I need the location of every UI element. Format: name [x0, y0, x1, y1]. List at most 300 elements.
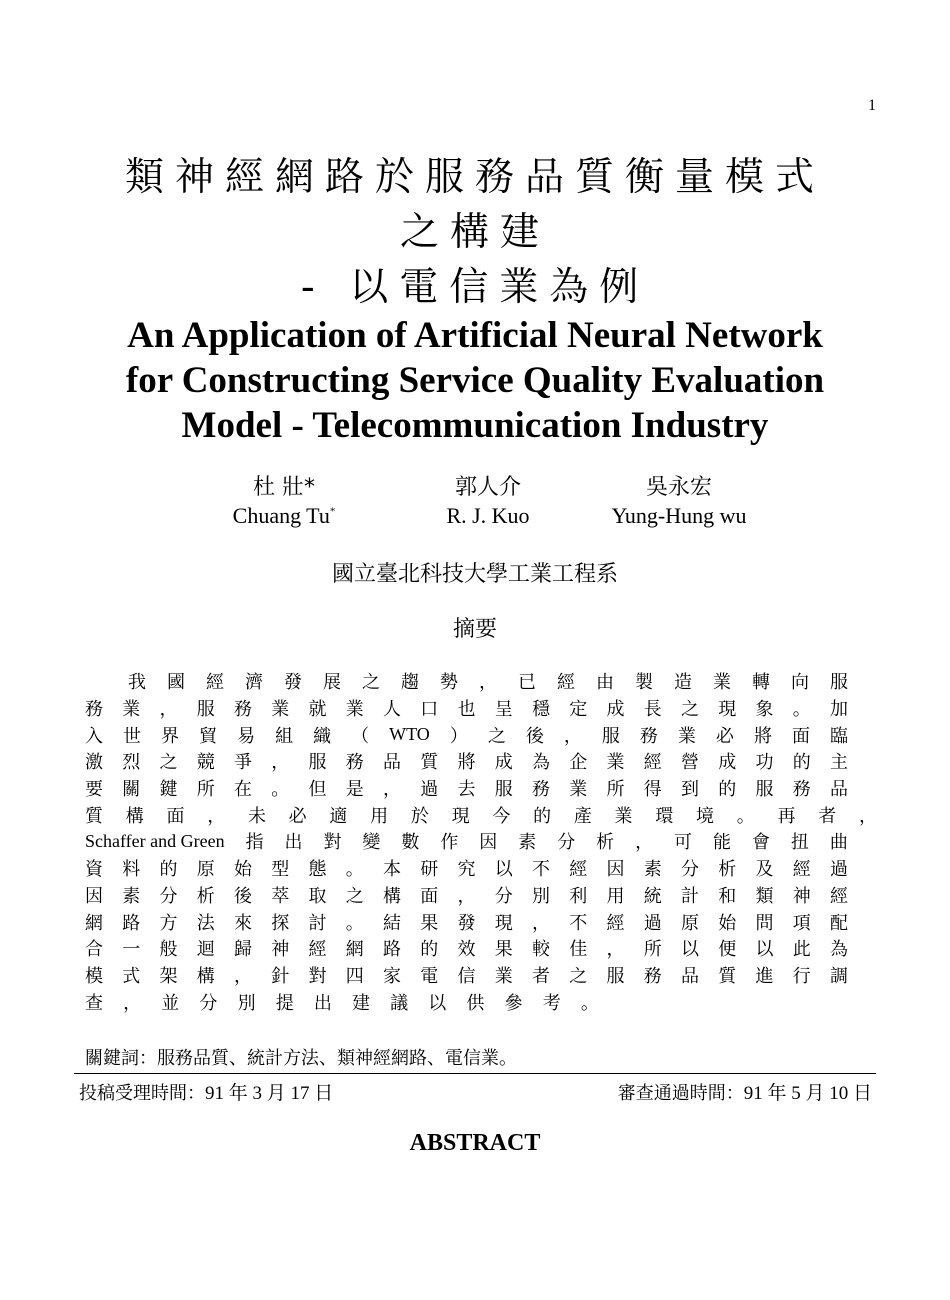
abstract-char: 再 [777, 805, 796, 827]
abstract-char: 迴 [196, 939, 215, 961]
abstract-char: 析 [196, 885, 215, 907]
abstract-char: 參 [504, 992, 523, 1014]
abstract-char: 口 [420, 699, 439, 721]
abstract-char: 成 [718, 752, 737, 774]
abstract-char: 始 [718, 912, 737, 934]
abstract-char: 由 [596, 672, 614, 694]
chinese-title-line-1: 類神經網路於服務品質衡量模式 [124, 155, 825, 200]
abstract-char: 用 [606, 885, 625, 907]
abstract-char: 服 [830, 672, 848, 694]
abstract-char: 品 [830, 779, 848, 801]
abstract-char: 並 [161, 992, 180, 1014]
abstract-char: 的 [718, 779, 737, 801]
abstract-char: 計 [681, 885, 699, 907]
abstract-char: 現 [451, 805, 470, 827]
abstract-line [85, 748, 848, 775]
abstract-char: 將 [753, 725, 772, 747]
abstract-char: ） [449, 725, 468, 747]
abstract-char: 配 [830, 912, 848, 934]
author-1 [184, 474, 384, 530]
abstract-char: 過 [643, 912, 662, 934]
abstract-char: 研 [420, 859, 439, 881]
abstract-char: 者 [818, 805, 837, 827]
abstract-char: 因 [85, 885, 103, 907]
abstract-char: 爭 [234, 752, 252, 774]
abstract-char: ， [635, 832, 654, 854]
abstract-char: 信 [457, 965, 476, 987]
abstract-char: 網 [85, 912, 103, 934]
abstract-char: 所 [643, 939, 662, 961]
author-2-name-zh: 郭人介 [454, 475, 521, 500]
abstract-heading-chinese: 摘要 [452, 617, 497, 642]
abstract-char: 發 [457, 912, 476, 934]
abstract-char: 果 [494, 939, 513, 961]
abstract-char: 得 [643, 779, 662, 801]
abstract-char: 。 [345, 859, 364, 881]
author-3 [579, 474, 779, 530]
abstract-char: 定 [569, 699, 588, 721]
abstract-char: WTO [389, 724, 430, 745]
abstract-char: 構 [125, 805, 144, 827]
abstract-char: 查 [85, 992, 103, 1014]
abstract-char: 織 [313, 725, 332, 747]
abstract-char: 品 [383, 752, 401, 774]
abstract-char: ， [271, 752, 290, 774]
abstract-char: 造 [674, 672, 692, 694]
abstract-char: 務 [345, 752, 364, 774]
abstract-char: 取 [308, 885, 327, 907]
author-list [0, 474, 950, 534]
abstract-char: 易 [237, 725, 256, 747]
abstract-char: 向 [791, 672, 809, 694]
abstract-char: 便 [718, 939, 737, 961]
received-date-value: 91 年 3 月 17 日 [205, 1083, 334, 1104]
abstract-char: 的 [159, 859, 178, 881]
chinese-title [80, 150, 870, 315]
abstract-char: 建 [351, 992, 370, 1014]
abstract-char: 過 [830, 859, 848, 881]
corresponding-author-mark: * [329, 505, 336, 518]
abstract-char: 服 [601, 725, 620, 747]
abstract-char: 。 [580, 992, 599, 1014]
abstract-char: 業 [345, 699, 364, 721]
abstract-char: 曲 [829, 832, 848, 854]
abstract-char: ， [383, 779, 401, 801]
abstract-char: 服 [755, 779, 774, 801]
abstract-char: 成 [606, 699, 625, 721]
abstract-char: 出 [313, 992, 332, 1014]
abstract-char: 之 [569, 965, 588, 987]
abstract-char: 未 [247, 805, 266, 827]
abstract-char: 以 [494, 859, 513, 881]
abstract-char: ， [457, 885, 476, 907]
abstract-line [85, 775, 848, 802]
abstract-char: 所 [606, 779, 625, 801]
abstract-char: 業 [122, 699, 141, 721]
abstract-char: 會 [751, 832, 770, 854]
abstract-char: 服 [606, 965, 625, 987]
abstract-char: 神 [792, 885, 811, 907]
abstract-char: 到 [681, 779, 699, 801]
abstract-char: 質 [718, 965, 737, 987]
abstract-char: 業 [677, 725, 696, 747]
abstract-char: （ [351, 725, 370, 747]
accepted-date-value: 91 年 5 月 10 日 [743, 1083, 872, 1104]
abstract-line [85, 988, 848, 1015]
abstract-char: 利 [569, 885, 588, 907]
abstract-char: 服 [494, 779, 513, 801]
abstract-char: 業 [606, 752, 625, 774]
abstract-char: 可 [674, 832, 693, 854]
abstract-char: 的 [533, 805, 552, 827]
abstract-char: 及 [755, 859, 774, 881]
abstract-char: 家 [383, 965, 401, 987]
abstract-char: 競 [196, 752, 215, 774]
author-1-name-zh: 杜 壯* [253, 475, 315, 500]
abstract-char: 進 [755, 965, 774, 987]
abstract-char: 用 [370, 805, 389, 827]
abstract-char: 素 [122, 885, 141, 907]
abstract-char: 於 [410, 805, 429, 827]
abstract-char: 對 [323, 832, 342, 854]
abstract-char: 在 [234, 779, 252, 801]
abstract-line [85, 908, 848, 935]
abstract-char: 此 [792, 939, 811, 961]
divider-line [74, 1073, 876, 1074]
abstract-char: 較 [532, 939, 550, 961]
author-3-name-en: Yung-Hung wu [611, 503, 747, 528]
abstract-char: 路 [122, 912, 141, 934]
abstract-char: 業 [271, 699, 290, 721]
abstract-char: 析 [596, 832, 615, 854]
abstract-char: 經 [643, 752, 662, 774]
abstract-char: 濟 [245, 672, 263, 694]
abstract-char: 項 [792, 912, 811, 934]
author-3-name-zh: 吳永宏 [645, 475, 712, 500]
abstract-char: 能 [713, 832, 731, 854]
abstract-char: 經 [569, 859, 588, 881]
received-date [79, 1078, 333, 1105]
abstract-char: 素 [518, 832, 537, 854]
abstract-char: 務 [234, 699, 252, 721]
abstract-line [85, 668, 848, 695]
abstract-char: 作 [440, 832, 459, 854]
abstract-char: 架 [159, 965, 178, 987]
abstract-char: 一 [122, 939, 141, 961]
abstract-char: 不 [532, 859, 550, 881]
abstract-char: 者 [532, 965, 550, 987]
abstract-char: 電 [420, 965, 439, 987]
abstract-char: 以 [755, 939, 774, 961]
abstract-char: 本 [383, 859, 401, 881]
abstract-heading-english: ABSTRACT [409, 1130, 541, 1156]
abstract-char: 別 [532, 885, 550, 907]
abstract-char: 務 [792, 779, 811, 801]
abstract-char: 面 [791, 725, 810, 747]
abstract-char: 以 [428, 992, 447, 1014]
abstract-char: 統 [643, 885, 662, 907]
abstract-char: 入 [85, 725, 103, 747]
abstract-char: 服 [196, 699, 215, 721]
abstract-char: 人 [383, 699, 401, 721]
abstract-char: 。 [736, 805, 755, 827]
abstract-char: 分 [681, 859, 699, 881]
abstract-line [85, 882, 848, 909]
received-date-label: 投稿受理時間： [79, 1083, 205, 1104]
abstract-char: 經 [206, 672, 224, 694]
abstract-char: 以 [681, 939, 699, 961]
abstract-char: 境 [696, 805, 715, 827]
abstract-char: 象 [755, 699, 774, 721]
abstract-char: ， [123, 992, 142, 1014]
abstract-char: 國 [167, 672, 185, 694]
abstract-char: 烈 [122, 752, 141, 774]
abstract-char: 服 [308, 752, 327, 774]
abstract-char: 發 [284, 672, 302, 694]
abstract-char: 今 [492, 805, 511, 827]
abstract-char: 提 [275, 992, 294, 1014]
abstract-char: 主 [830, 752, 848, 774]
abstract-char: 之 [487, 725, 506, 747]
accepted-date [618, 1078, 872, 1105]
abstract-line [85, 828, 848, 855]
abstract-char: 素 [643, 859, 662, 881]
author-2 [388, 474, 588, 530]
abstract-char: 現 [718, 699, 737, 721]
affiliation: 國立臺北科技大學工業工程系 [331, 562, 618, 587]
english-title-line-3: Model - Telecommunication Industry [181, 405, 769, 446]
abstract-char: 展 [323, 672, 341, 694]
abstract-char: 之 [345, 885, 364, 907]
abstract-char: 原 [196, 859, 215, 881]
abstract-char: 和 [718, 885, 737, 907]
abstract-char: 要 [85, 779, 103, 801]
abstract-line [85, 695, 848, 722]
chinese-title-line-2: 之構建 [399, 210, 550, 255]
abstract-char: 務 [85, 699, 103, 721]
abstract-char: 態 [308, 859, 327, 881]
abstract-char: 神 [271, 939, 290, 961]
abstract-char: 問 [755, 912, 774, 934]
abstract-char: 趨 [401, 672, 419, 694]
abstract-char: 必 [288, 805, 307, 827]
author-1-name-en: Chuang Tu* [232, 503, 336, 528]
abstract-char: 質 [85, 805, 103, 827]
abstract-char: 構 [196, 965, 215, 987]
abstract-char: 來 [234, 912, 252, 934]
abstract-char: 模 [85, 965, 103, 987]
abstract-char: 業 [713, 672, 731, 694]
abstract-char: 。 [345, 912, 364, 934]
abstract-char: 分 [557, 832, 576, 854]
abstract-char: 勢 [440, 672, 458, 694]
abstract-char: 質 [420, 752, 439, 774]
abstract-char: 料 [122, 859, 141, 881]
abstract-char: 討 [308, 912, 327, 934]
abstract-char: 因 [606, 859, 625, 881]
abstract-char: 類 [755, 885, 774, 907]
abstract-line [85, 855, 848, 882]
abstract-char: 務 [643, 965, 662, 987]
abstract-char: 轉 [752, 672, 770, 694]
english-title [80, 313, 870, 448]
abstract-char: 歸 [234, 939, 252, 961]
abstract-char: 變 [362, 832, 381, 854]
abstract-char: 去 [457, 779, 476, 801]
abstract-char: 合 [85, 939, 103, 961]
abstract-char: 議 [390, 992, 409, 1014]
abstract-char: 面 [166, 805, 185, 827]
abstract-char: 企 [569, 752, 588, 774]
abstract-char: 業 [569, 779, 588, 801]
abstract-char: 方 [159, 912, 178, 934]
abstract-char: ， [532, 912, 550, 934]
abstract-char: 也 [457, 699, 476, 721]
keywords: 關鍵詞：服務品質、統計方法、類神經網路、電信業。 [85, 1048, 517, 1069]
abstract-char: 考 [542, 992, 561, 1014]
abstract-char: 路 [383, 939, 401, 961]
abstract-char: ， [563, 725, 582, 747]
abstract-char: Schaffer and Green [85, 830, 225, 851]
abstract-char: 組 [275, 725, 294, 747]
abstract-char: 鍵 [159, 779, 178, 801]
abstract-char: 經 [830, 885, 848, 907]
abstract-char: ， [234, 965, 252, 987]
abstract-char: 但 [308, 779, 327, 801]
abstract-char: 後 [234, 885, 252, 907]
abstract-char: 行 [792, 965, 811, 987]
english-title-line-2: for Constructing Service Quality Evaluation [125, 360, 825, 401]
abstract-char: 穩 [532, 699, 550, 721]
abstract-char: 經 [606, 912, 625, 934]
abstract-line [85, 935, 848, 962]
abstract-char: 資 [85, 859, 103, 881]
abstract-line [85, 721, 848, 748]
chinese-title-line-3: - 以電信業為例 [300, 265, 650, 310]
abstract-char: 過 [420, 779, 439, 801]
abstract-char: 經 [557, 672, 575, 694]
abstract-char: 務 [532, 779, 550, 801]
abstract-char: 供 [466, 992, 485, 1014]
abstract-char: 般 [159, 939, 178, 961]
abstract-char: ， [207, 805, 226, 827]
author-2-name-en: R. J. Kuo [446, 503, 530, 528]
abstract-char: 型 [271, 859, 290, 881]
abstract-char: 調 [830, 965, 848, 987]
english-title-line-1: An Application of Artificial Neural Network [127, 315, 823, 356]
abstract-char: 業 [494, 965, 513, 987]
abstract-char: 品 [681, 965, 699, 987]
abstract-char: 別 [237, 992, 256, 1014]
abstract-char: 佳 [569, 939, 588, 961]
abstract-char: 探 [271, 912, 290, 934]
abstract-char: 萃 [271, 885, 290, 907]
abstract-char: 現 [494, 912, 513, 934]
abstract-body-chinese [85, 668, 877, 1015]
abstract-char: 分 [199, 992, 218, 1014]
abstract-char: 四 [345, 965, 364, 987]
abstract-char: 之 [681, 699, 699, 721]
abstract-char: 所 [196, 779, 215, 801]
abstract-line [85, 801, 877, 828]
abstract-char: 為 [830, 939, 848, 961]
abstract-char: 之 [362, 672, 380, 694]
abstract-char: 數 [401, 832, 420, 854]
abstract-char: 結 [383, 912, 401, 934]
abstract-char: 針 [271, 965, 290, 987]
abstract-char: 將 [457, 752, 476, 774]
abstract-char: ， [479, 672, 497, 694]
abstract-char: 呈 [494, 699, 513, 721]
abstract-char: 效 [457, 939, 476, 961]
abstract-char: 後 [525, 725, 544, 747]
abstract-char: 果 [420, 912, 439, 934]
abstract-char: 務 [639, 725, 658, 747]
abstract-char: 出 [284, 832, 303, 854]
abstract-char: 臨 [829, 725, 848, 747]
abstract-char: 界 [161, 725, 180, 747]
abstract-char: 營 [681, 752, 699, 774]
abstract-char: 適 [329, 805, 348, 827]
abstract-char: 法 [196, 912, 215, 934]
abstract-char: 業 [614, 805, 633, 827]
abstract-char: 。 [792, 699, 811, 721]
abstract-char: 網 [345, 939, 364, 961]
abstract-char: 我 [128, 672, 146, 694]
abstract-char: 式 [122, 965, 141, 987]
accepted-date-label: 審查通過時間： [617, 1083, 744, 1104]
abstract-char: 關 [122, 779, 141, 801]
abstract-char: 面 [420, 885, 439, 907]
abstract-char: 世 [123, 725, 142, 747]
abstract-char: 究 [457, 859, 476, 881]
abstract-char: 不 [569, 912, 588, 934]
abstract-char: 成 [494, 752, 513, 774]
page-number: 1 [868, 97, 876, 114]
abstract-char: 之 [159, 752, 178, 774]
abstract-char: 為 [532, 752, 550, 774]
abstract-char: 原 [681, 912, 699, 934]
abstract-char: 指 [245, 832, 264, 854]
abstract-char: ， [606, 939, 625, 961]
abstract-char: 經 [308, 939, 327, 961]
abstract-char: 是 [345, 779, 364, 801]
submission-dates [79, 1078, 872, 1105]
abstract-line [85, 962, 848, 989]
abstract-char: ， [159, 699, 178, 721]
abstract-char: 。 [271, 779, 290, 801]
abstract-char: 經 [792, 859, 811, 881]
abstract-char: 扭 [790, 832, 809, 854]
abstract-char: 的 [420, 939, 439, 961]
abstract-char: ， [858, 805, 877, 827]
abstract-char: 析 [718, 859, 737, 881]
abstract-char: 就 [308, 699, 327, 721]
abstract-char: 構 [383, 885, 401, 907]
abstract-char: 已 [518, 672, 536, 694]
abstract-char: 製 [635, 672, 653, 694]
abstract-char: 的 [792, 752, 811, 774]
abstract-char: 分 [159, 885, 178, 907]
abstract-char: 始 [234, 859, 252, 881]
abstract-char: 對 [308, 965, 327, 987]
abstract-char: 環 [655, 805, 674, 827]
abstract-char: 長 [643, 699, 662, 721]
abstract-char: 因 [479, 832, 498, 854]
abstract-char: 分 [494, 885, 513, 907]
abstract-char: 貿 [199, 725, 218, 747]
abstract-char: 加 [830, 699, 848, 721]
